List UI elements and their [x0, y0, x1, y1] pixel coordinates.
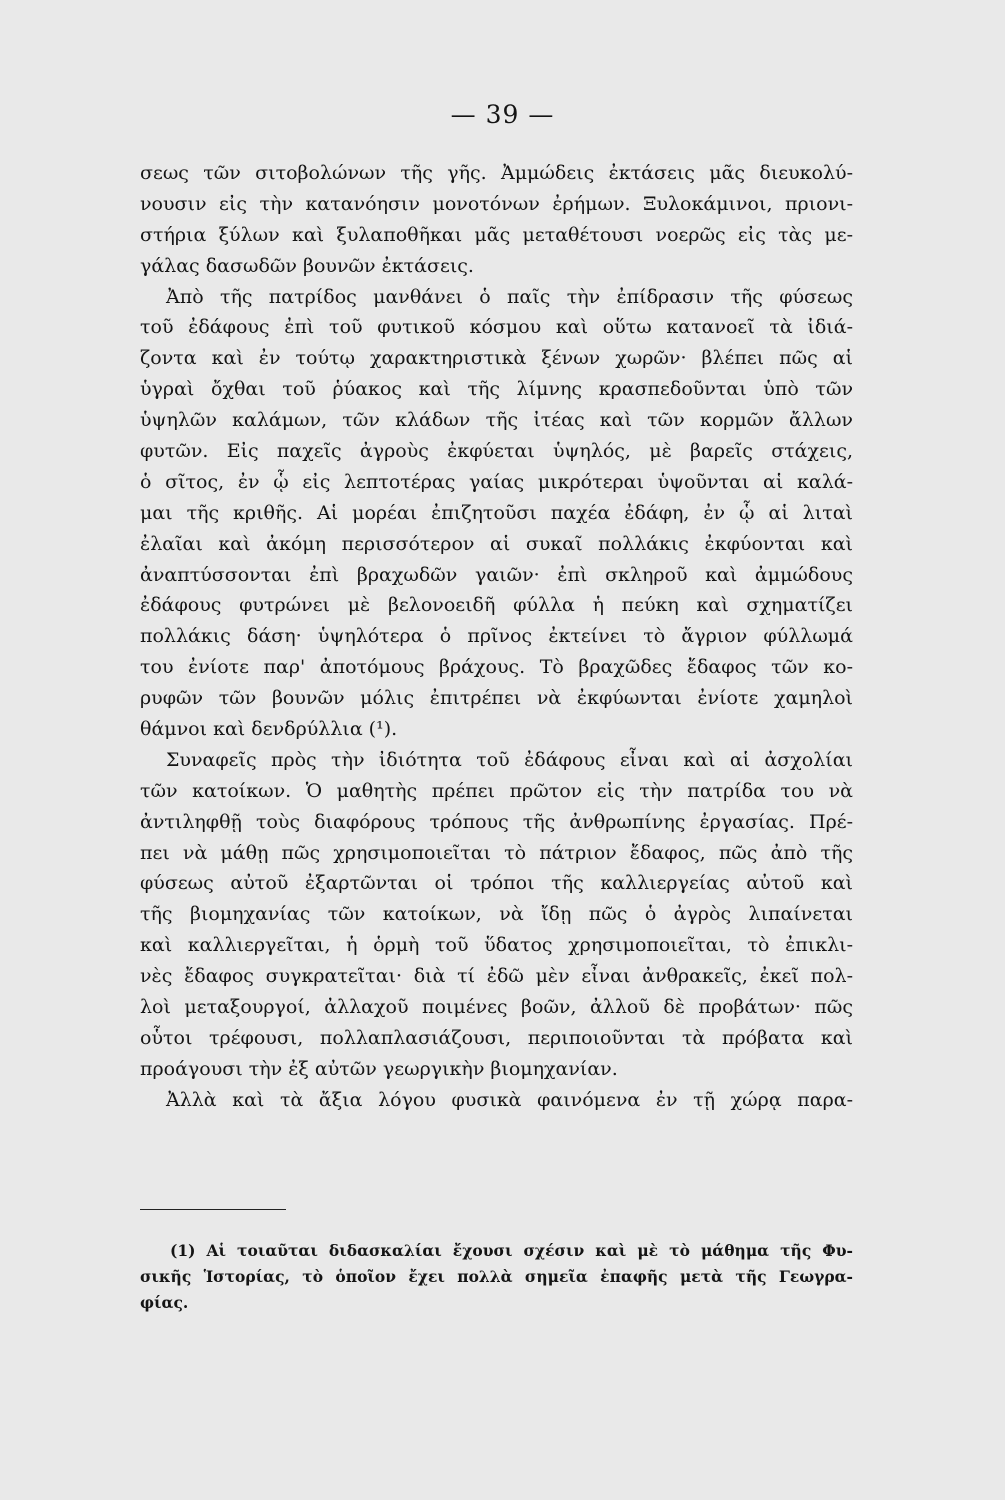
text-line: ἀναπτύσσονται ἐπὶ βραχωδῶν γαιῶν· ἐπὶ σκληροῦ καὶ ἀμμώδους — [140, 563, 853, 586]
text-line: ἀντιληφθῇ τοὺς διαφόρους τρόπους τῆς ἀνθρωπίνης ἐργασίας. Πρέ- — [140, 810, 853, 833]
text-line: πει νὰ μάθῃ πῶς χρησιμοποιεῖται τὸ πάτριον ἔδαφος, πῶς ἀπὸ τῆς — [140, 841, 853, 864]
text-line: τῆς βιομηχανίας τῶν κατοίκων, νὰ ἴδῃ πῶς ὁ ἀγρὸς λιπαίνεται — [140, 903, 853, 926]
footnote — [140, 1238, 853, 1316]
text-line: μαι τῆς κριθῆς. Αἱ μορέαι ἐπιζητοῦσι παχέα ἐδάφη, ἐν ᾧ αἱ λιταὶ — [140, 501, 853, 524]
paragraph-start-line: Ἀλλὰ καὶ τὰ ἄξια λόγου φυσικὰ φαινόμενα ἐν τῇ χώρᾳ παρα- — [166, 1088, 853, 1111]
text-line: καὶ καλλιεργεῖται, ἡ ὁρμὴ τοῦ ὕδατος χρησιμοποιεῖται, τὸ ἐπικλι- — [140, 934, 853, 957]
text-line: φύσεως αὐτοῦ ἐξαρτῶνται οἱ τρόποι τῆς καλλιεργείας αὐτοῦ καὶ — [140, 872, 853, 895]
text-line: ζοντα καὶ ἐν τούτῳ χαρακτηριστικὰ ξένων χωρῶν· βλέπει πῶς αἱ — [140, 347, 853, 370]
text-line: οὗτοι τρέφουσι, πολλαπλασιάζουσι, περιποιοῦνται τὰ πρόβατα καὶ — [140, 1026, 853, 1049]
text-line: ὑγραὶ ὄχθαι τοῦ ῥύακος καὶ τῆς λίμνης κρασπεδοῦνται ὑπὸ τῶν — [140, 378, 853, 401]
text-line: τῶν κατοίκων. Ὁ μαθητὴς πρέπει πρῶτον εἰς τὴν πατρίδα του νὰ — [140, 779, 853, 802]
text-line: ρυφῶν τῶν βουνῶν μόλις ἐπιτρέπει νὰ ἐκφύωνται ἐνίοτε χαμηλοὶ — [140, 687, 853, 710]
text-line: φυτῶν. Εἰς παχεῖς ἀγροὺς ἐκφύεται ὑψηλός, μὲ βαρεῖς στάχεις, — [140, 440, 853, 463]
text-line: θάμνοι καὶ δενδρύλλια (¹). — [140, 718, 398, 741]
text-line: στήρια ξύλων καὶ ξυλαποθῆκαι μᾶς μεταθέτουσι νοερῶς εἰς τὰς με- — [140, 223, 853, 246]
text-line: γάλας δασωδῶν βουνῶν ἐκτάσεις. — [140, 254, 474, 277]
text-line: του ἐνίοτε παρ' ἀποτόμους βράχους. Τὸ βραχῶδες ἔδαφος τῶν κο- — [140, 656, 853, 679]
text-line: ἐδάφους φυτρώνει μὲ βελονοειδῆ φύλλα ἡ πεύκη καὶ σχηματίζει — [140, 594, 853, 617]
text-line: προάγουσι τὴν ἐξ αὐτῶν γεωργικὴν βιομηχανίαν. — [140, 1057, 618, 1080]
paragraph-start-line: Ἀπὸ τῆς πατρίδος μανθάνει ὁ παῖς τὴν ἐπίδρασιν τῆς φύσεως — [166, 285, 853, 308]
text-line: ἐλαῖαι καὶ ἀκόμη περισσότερον αἱ συκαῖ πολλάκις ἐκφύονται καὶ — [140, 532, 853, 555]
paragraph-start-line: Συναφεῖς πρὸς τὴν ἰδιότητα τοῦ ἐδάφους εἶναι καὶ αἱ ἀσχολίαι — [166, 748, 853, 771]
footnote-divider — [140, 1209, 286, 1210]
text-line: νουσιν εἰς τὴν κατανόησιν μονοτόνων ἐρήμων. Ξυλοκάμινοι, πριονι- — [140, 192, 853, 215]
text-line: τοῦ ἐδάφους ἐπὶ τοῦ φυτικοῦ κόσμου καὶ οὕτω κατανοεῖ τὰ ἰδιά- — [140, 316, 853, 339]
page-number: — 39 — — [450, 100, 555, 129]
text-line: πολλάκις δάση· ὑψηλότερα ὁ πρῖνος ἐκτείνει τὸ ἄγριον φύλλωμά — [140, 625, 853, 648]
text-line: σεως τῶν σιτοβολώνων τῆς γῆς. Ἀμμώδεις ἐκτάσεις μᾶς διευκολύ- — [140, 162, 853, 184]
text-line: λοὶ μεταξουργοί, ἀλλαχοῦ ποιμένες βοῶν, ἀλλοῦ δὲ προβάτων· πῶς — [140, 996, 853, 1019]
footnote-line: (1) Αἱ τοιαῦται διδασκαλίαι ἔχουσι σχέσιν καὶ μὲ τὸ μάθημα τῆς Φυ- — [170, 1241, 853, 1260]
footnote-line: φίας. — [140, 1293, 189, 1312]
main-text — [140, 158, 853, 1116]
footnote-line: σικῆς Ἱστορίας, τὸ ὁποῖον ἔχει πολλὰ σημεῖα ἐπαφῆς μετὰ τῆς Γεωγρα- — [140, 1267, 853, 1286]
text-line: ὁ σῖτος, ἐν ᾧ εἰς λεπτοτέρας γαίας μικρότεραι ὑψοῦνται αἱ καλά- — [140, 470, 853, 493]
text-line: ὑψηλῶν καλάμων, τῶν κλάδων τῆς ἰτέας καὶ τῶν κορμῶν ἄλλων — [140, 409, 853, 432]
text-line: νὲς ἔδαφος συγκρατεῖται· διὰ τί ἐδῶ μὲν εἶναι ἀνθρακεῖς, ἐκεῖ πολ- — [140, 965, 853, 988]
